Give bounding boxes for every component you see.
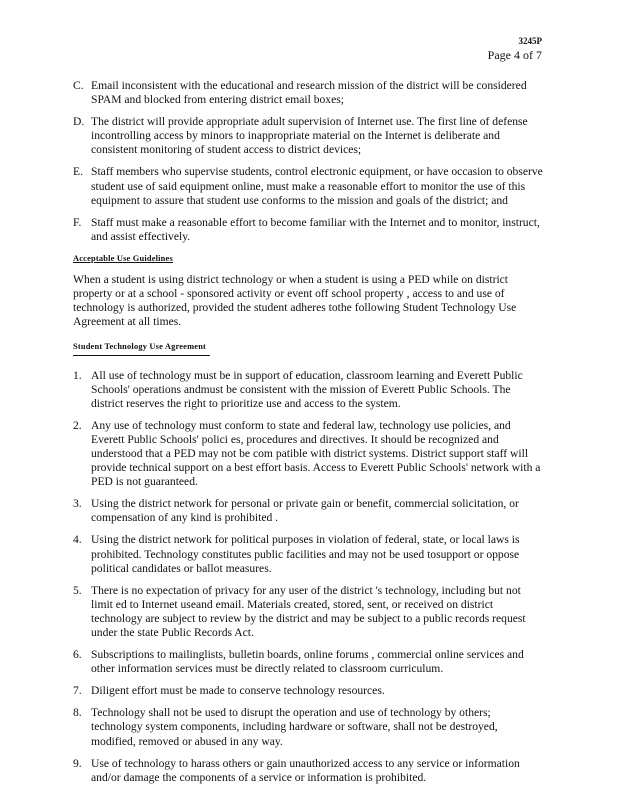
list-item: [73, 369, 543, 411]
list-item: [73, 165, 543, 207]
list-item: [73, 216, 543, 244]
list-text: Diligent effort must be made to conserve technology resources.: [91, 684, 385, 698]
list-item: [73, 419, 543, 489]
list-marker: 6.: [73, 648, 82, 662]
list-marker: C.: [73, 79, 84, 92]
list-marker: 7.: [73, 684, 82, 698]
list-marker: 4.: [73, 533, 82, 547]
list-marker: F.: [73, 215, 82, 229]
list-item: [73, 79, 543, 107]
list-item: [73, 684, 543, 698]
list-text: The district will provide appropriate adult supervision of Internet use. The first line of defense incontrolling access by minors to inappropriate material on the Internet is deliberate and consistent monitoring of student access to district devices;: [91, 115, 528, 157]
list-text: Using the district network for personal or private gain or benefit, commercial solicitation, or compensation of any kind is prohibited .: [91, 497, 519, 525]
page-number: Page 4 of 7: [487, 48, 542, 62]
document-body: [73, 79, 543, 793]
list-text: Use of technology to harass others or gain unauthorized access to any service or information and/or damage the components of a service or information is prohibited.: [91, 756, 520, 784]
paragraph-acceptable-use: When a student is using district technology or when a student is using a PED while on district property or at a school - sponsored activity or event off school property , access to and use of technology is authorized, provided the student adheres tothe following Student Technology Use Agreement at all times.: [73, 273, 517, 329]
list-text: Staff must make a reasonable effort to become familiar with the Internet and to monitor, instruct, and assist effectively.: [91, 215, 540, 243]
list-text: Any use of technology must conform to state and federal law, technology use policies, and Everett Public Schools' polici es, procedures and directives. It should be recognized and understood that a PED may not be com patible with district systems. District support staff will provide technical support on a best effort basis. Access to Everett Public Schools' network with a PED is not guaranteed.: [91, 418, 541, 489]
list-text: Staff members who supervise students, control electronic equipment, or have occasion to observe student use of said equipment online, must make a reasonable effort to monitor the use of this equipment to assure that student use conforms to the mission and goals of the district; and: [91, 165, 543, 207]
list-item: [73, 706, 543, 748]
list-item: [73, 115, 543, 157]
policy-code: 3245P: [518, 36, 542, 46]
list-text: Subscriptions to mailinglists, bulletin boards, online forums , commercial online services and other information services must be directly related to classroom curriculum.: [91, 648, 524, 676]
list-item: [73, 533, 543, 575]
list-marker: 1.: [73, 368, 82, 382]
list-item: [73, 757, 543, 785]
list-marker: 5.: [73, 583, 82, 597]
list-marker: 2.: [73, 418, 82, 432]
list-text: Technology shall not be used to disrupt the operation and use of technology by others; technology system components, including hardware or software, shall not be destroyed, modified, removed or abused in any way.: [91, 706, 498, 748]
section-heading-acceptable-use: Acceptable Use Guidelines: [73, 253, 173, 263]
list-marker: 3.: [73, 497, 82, 511]
list-marker: E.: [73, 165, 83, 179]
list-text: There is no expectation of privacy for any user of the district 's technology, including but not limit ed to Internet useand email. Materials created, stored, sent, or received on district technology are subject to review by the district and may be subject to a public records request under the state Public Records Act.: [91, 583, 526, 639]
list-text: Using the district network for political purposes in violation of federal, state, or local laws is prohibited. Technology constitutes public facilities and may not be used tosupport or oppose political candidates or ballot measures.: [91, 533, 520, 575]
list-marker: 9.: [73, 756, 82, 770]
page-header: [488, 36, 542, 62]
list-item: [73, 584, 543, 640]
section-heading-use-agreement: Student Technology Use Agreement: [73, 340, 210, 355]
list-text: Email inconsistent with the educational and research mission of the district will be considered SPAM and blocked from entering district email boxes;: [91, 79, 527, 107]
list-text: All use of technology must be in support of education, classroom learning and Everett Public Schools' operations andmust be consistent with the mission of Everett Public Schools. The district reserves the right to prioritize use and access to the system.: [91, 368, 523, 410]
list-marker: D.: [73, 115, 85, 129]
list-item: [73, 648, 543, 676]
list-marker: 8.: [73, 706, 82, 720]
list-item: [73, 497, 543, 525]
